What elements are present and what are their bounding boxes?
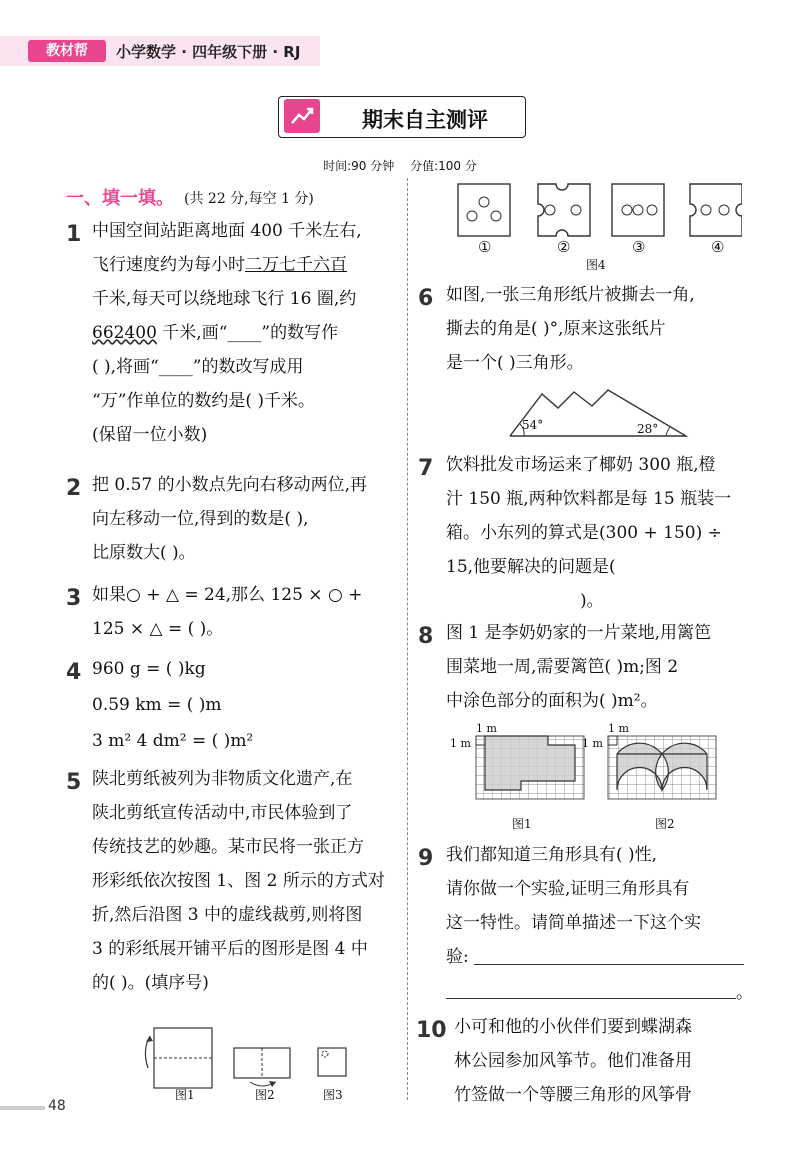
time-limit: 时间:90 分钟	[323, 159, 395, 173]
figure-label: 图3	[323, 1088, 343, 1102]
answer-line[interactable]	[474, 964, 744, 965]
q7-line: 饮料批发市场运来了椰奶 300 瓶,橙	[446, 455, 716, 475]
q6-line: 是一个( )三角形。	[446, 353, 584, 373]
question-number: 4	[66, 660, 82, 685]
q10-line: 小可和他的小伙伴们要到蝶湖森	[454, 1017, 692, 1037]
exam-meta	[0, 157, 800, 174]
page-number: 48	[48, 1098, 66, 1114]
q2-line: 把 0.57 的小数点先向右移动两位,再	[92, 475, 368, 495]
question-number: 5	[66, 770, 82, 795]
option-3: ③	[632, 238, 646, 256]
grid-unit-label: 1 m	[476, 722, 497, 735]
q9-line: 这一特性。请简单描述一下这个实	[446, 913, 701, 933]
q9-end: 。	[736, 983, 753, 1003]
folding-figures	[138, 1020, 368, 1090]
q8-line: 中涂色部分的面积为( )m²。	[446, 691, 658, 711]
brand-tag: 教材帮	[28, 40, 106, 62]
q6-line: 撕去的角是( )°,原来这张纸片	[446, 319, 666, 339]
option-2: ②	[557, 238, 571, 256]
figure-label: 图4	[586, 258, 606, 272]
question-number: 2	[66, 476, 82, 501]
q4-line: 0.59 km = ( )m	[92, 695, 222, 715]
angle-label: 54°	[522, 418, 544, 432]
q5-line: 的( )。(填序号)	[92, 973, 209, 993]
grid-figures	[448, 722, 748, 814]
figure-label: 图2	[255, 1088, 275, 1102]
q2-line: 比原数大( )。	[92, 543, 196, 563]
question-number: 6	[418, 286, 434, 311]
q7-line: 箱。小东列的算式是(300 + 150) ÷	[446, 523, 722, 543]
question-number: 8	[418, 624, 434, 649]
trend-icon	[284, 99, 320, 133]
angle-label: 28°	[637, 422, 659, 436]
q8-line: 图 1 是李奶奶家的一片菜地,用篱笆	[446, 623, 712, 643]
q1-line: 飞行速度约为每小时二万七千六百	[92, 255, 347, 275]
wavy-number: 662400	[92, 323, 157, 343]
section-note: (共 22 分,每空 1 分)	[184, 191, 314, 207]
q5-line: 形彩纸依次按图 1、图 2 所示的方式对	[92, 871, 385, 891]
option-1: ①	[478, 238, 492, 256]
book-subtitle: 小学数学 · 四年级下册 · RJ	[116, 43, 301, 61]
question-number: 1	[66, 222, 82, 247]
grid-unit-label: 1 m	[608, 722, 629, 735]
q4-line: 960 g = ( )kg	[92, 659, 206, 679]
q5-line: 传统技艺的妙趣。某市民将一张正方	[92, 837, 364, 857]
q10-line: 林公园参加风筝节。他们准备用	[454, 1051, 692, 1071]
q3-line: 125 × △ = ( )。	[92, 619, 224, 639]
q9-line: 我们都知道三角形具有( )性,	[446, 845, 658, 865]
q5-line: 折,然后沿图 3 中的虚线裁剪,则将图	[92, 905, 363, 925]
q1-line: ( ),将画“____”的数改写成用	[92, 357, 304, 377]
q8-line: 围菜地一周,需要篱笆( )m;图 2	[446, 657, 679, 677]
grid-unit-label: 1 m	[582, 737, 603, 750]
q1-line: (保留一位小数)	[92, 425, 208, 445]
column-divider	[407, 178, 408, 1100]
figure-label: 图2	[655, 817, 675, 831]
question-number: 9	[418, 846, 434, 871]
q9-line: 验:	[446, 947, 469, 967]
q3-line: 如果○ + △ = 24,那么 125 × ○ +	[92, 585, 363, 605]
q1-line: 千米,每天可以绕地球飞行 16 圈,约	[92, 289, 357, 309]
q5-line: 3 的彩纸展开铺平后的图形是图 4 中	[92, 939, 368, 959]
underlined-number: 二万七千六百	[245, 255, 347, 275]
figure-label: 图1	[175, 1088, 195, 1102]
q7-line: 15,他要解决的问题是(	[446, 557, 616, 577]
q7-line: )。	[580, 591, 604, 611]
q5-line: 陕北剪纸被列为非物质文化遗产,在	[92, 769, 353, 789]
q1-line: 662400 千米,画“____”的数写作	[92, 323, 339, 343]
q1-line: 中国空间站距离地面 400 千米左右,	[92, 221, 362, 241]
q1-line: “万”作单位的数约是( )千米。	[92, 391, 316, 411]
figure-label: 图1	[512, 817, 532, 831]
q5-line: 陕北剪纸宣传活动中,市民体验到了	[92, 803, 353, 823]
page-bar	[0, 1106, 45, 1110]
answer-line[interactable]	[446, 998, 736, 999]
q4-line: 3 m² 4 dm² = ( )m²	[92, 731, 254, 751]
q9-line: 请你做一个实验,证明三角形具有	[446, 879, 690, 899]
q10-line: 竹签做一个等腰三角形的风筝骨	[454, 1085, 692, 1105]
q2-line: 向左移动一位,得到的数是( ),	[92, 509, 309, 529]
figure4-options	[452, 182, 742, 242]
q7-line: 汁 150 瓶,两种饮料都是每 15 瓶装一	[446, 489, 732, 509]
q6-line: 如图,一张三角形纸片被撕去一角,	[446, 285, 695, 305]
grid-unit-label: 1 m	[450, 737, 471, 750]
page-title: 期末自主测评	[362, 108, 488, 132]
section-title: 一、填一填。	[66, 188, 174, 209]
question-number: 3	[66, 586, 82, 611]
option-4: ④	[711, 238, 725, 256]
question-number: 7	[418, 456, 434, 481]
total-score: 分值:100 分	[410, 159, 477, 173]
question-number: 10	[416, 1018, 447, 1043]
